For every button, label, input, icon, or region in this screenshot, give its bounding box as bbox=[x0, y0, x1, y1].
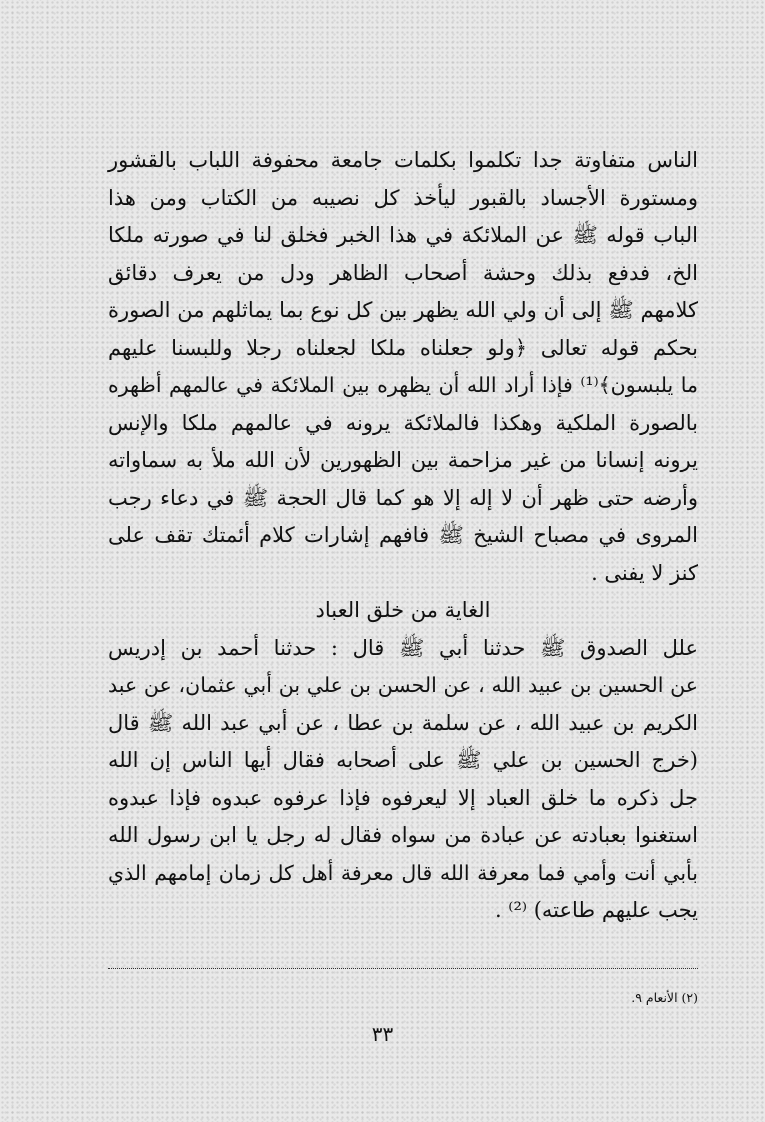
text-line: الناس متفاوتة جدا تكلموا بكلمات جامعة محفوفة اللباب بالقشور bbox=[108, 148, 698, 172]
page-number: ٣٣ bbox=[371, 1022, 394, 1046]
main-text bbox=[108, 142, 698, 930]
text-line: يجب عليهم طاعته) ⁽²⁾ . bbox=[494, 898, 698, 922]
text-line: كنز لا يفنى . bbox=[591, 560, 698, 585]
text-line: جل ذكره ما خلق العباد إلا ليعرفوه فإذا عرفوه عبدوه فإذا عبدوه bbox=[108, 785, 698, 810]
text-line: عن الحسين بن عبيد الله ، عن الحسن بن علي بن أبي عثمان، عن عبد bbox=[108, 673, 698, 697]
text-line: بالصورة الملكية وهكذا فالملائكة يرونه في عالمهم ملكا والإنس bbox=[108, 410, 698, 435]
text-line: الخ، فدفع بذلك وحشة أصحاب الظاهر ودل من يعرف دقائق bbox=[108, 260, 698, 285]
text-line: وأرضه حتى ظهر أن لا إله إلا هو كما قال الحجة ﷺ في دعاء رجب bbox=[108, 485, 698, 510]
text-line: المروى في مصباح الشيخ ﷺ فافهم إشارات كلام أئمتك تقف على bbox=[108, 523, 698, 547]
text-line: بأبي أنت وأمي فما معرفة الله قال معرفة أهل كل زمان إمامهم الذي bbox=[108, 860, 698, 885]
section-heading: الغاية من خلق العباد bbox=[315, 598, 491, 622]
text-line: (خرج الحسين بن علي ﷺ على أصحابه فقال أيها الناس إن الله bbox=[108, 748, 698, 772]
text-line: كلامهم ﷺ إلى أن ولي الله يظهر بين كل نوع بما يماثلهم من الصورة bbox=[108, 298, 698, 322]
text-line: علل الصدوق ﷺ حدثنا أبي ﷺ قال : حدثنا أحمد بن إدريس bbox=[108, 635, 698, 660]
text-line: الباب قوله ﷺ عن الملائكة في هذا الخبر فخلق لنا في صورته ملكا bbox=[108, 223, 698, 247]
text-line: استغنوا بعبادته عن عبادة من سواه فقال له رجل يا ابن رسول الله bbox=[108, 823, 698, 847]
text-line: ما يلبسون﴾⁽¹⁾ فإذا أراد الله أن يظهره بين الملائكة في عالمهم أظهره bbox=[108, 373, 698, 397]
text-line: الكريم بن عبيد الله ، عن سلمة بن عطا ، عن أبي عبد الله ﷺ قال bbox=[108, 710, 698, 735]
text-line: يرونه إنسانا من غير مزاحمة بين الظهورين لأن الله ملأ به سماواته bbox=[108, 448, 698, 472]
text-line: ومستورة الأجساد بالقبور ليأخذ كل نصيبه من الكتاب ومن هذا bbox=[108, 185, 698, 210]
footnote-separator bbox=[108, 968, 698, 969]
text-line: بحكم قوله تعالى ﴿ولو جعلناه ملكا لجعلناه رجلا وللبسنا عليهم bbox=[108, 335, 698, 360]
footnote: (٢) الأنعام ٩. bbox=[631, 990, 698, 1005]
